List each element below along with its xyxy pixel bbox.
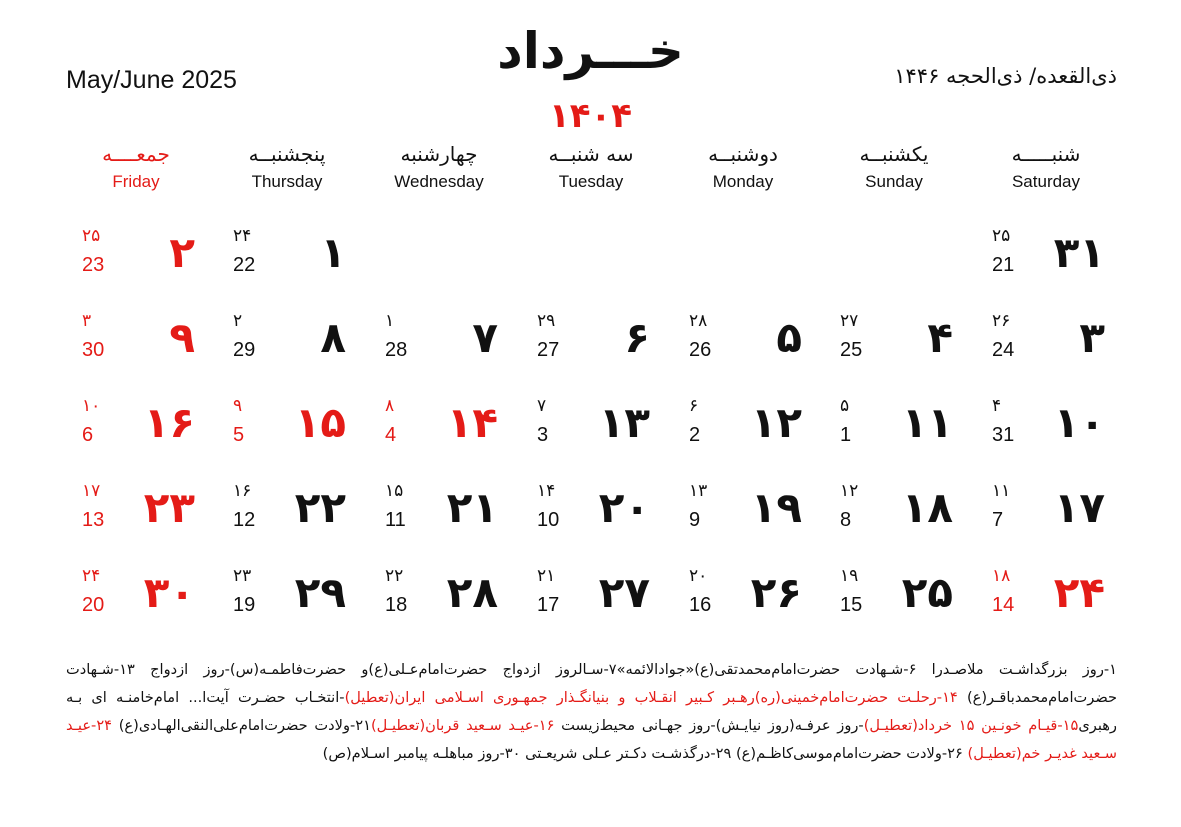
hijri-day-number: ۲۲ bbox=[385, 566, 404, 586]
gregorian-day-number: 24 bbox=[992, 339, 1015, 361]
persian-day-number: ۷ bbox=[472, 313, 498, 362]
hijri-day-number: ۱۹ bbox=[840, 566, 859, 586]
gregorian-day-number: 4 bbox=[385, 424, 397, 446]
gregorian-day-number: 17 bbox=[537, 594, 560, 616]
day-cell bbox=[363, 477, 514, 547]
persian-day-number: ۳۰ bbox=[143, 568, 195, 617]
weekday-header-sunday bbox=[829, 142, 959, 192]
holiday-occasion-text: ۱۴-رحلـت حضرت‌امام‌خمینی(ره)رهـبر کـبیر انقـلاب و بنیانگـذار جمهـوری اسـلامی ایران(تعطیل) bbox=[344, 689, 958, 706]
weekday-english-label: Wednesday bbox=[394, 172, 484, 191]
hijri-day-number: ۲۱ bbox=[537, 566, 556, 586]
hijri-day-number: ۱۱ bbox=[992, 481, 1011, 501]
occasions-notes bbox=[66, 656, 1117, 768]
occasion-text: ۲۱-ولادت حضرت‌امام‌علی‌النقی‌الهـادی(ع) bbox=[112, 717, 371, 734]
persian-day-number: ۳ bbox=[1079, 313, 1105, 362]
day-cell bbox=[970, 307, 1121, 377]
gregorian-day-number: 26 bbox=[689, 339, 712, 361]
persian-day-number: ۲۷ bbox=[598, 568, 650, 617]
hijri-day-number: ۲۸ bbox=[689, 311, 708, 331]
weekday-english-label: Friday bbox=[112, 172, 160, 191]
persian-day-number: ۲۴ bbox=[1053, 568, 1105, 617]
persian-day-number: ۲۰ bbox=[598, 483, 650, 532]
persian-day-number: ۱۰ bbox=[1053, 398, 1105, 447]
hijri-day-number: ۴ bbox=[992, 396, 1002, 416]
hijri-day-number: ۲ bbox=[233, 311, 243, 331]
gregorian-day-number: 19 bbox=[233, 594, 256, 616]
hijri-day-number: ۲۶ bbox=[992, 311, 1011, 331]
gregorian-month-label: May/June 2025 bbox=[66, 66, 237, 94]
persian-day-number: ۲۱ bbox=[446, 483, 498, 532]
gregorian-day-number: 3 bbox=[537, 424, 549, 446]
day-cell bbox=[667, 392, 818, 462]
hijri-day-number: ۹ bbox=[233, 396, 243, 416]
persian-day-number: ۳۱ bbox=[1053, 228, 1105, 277]
hijri-day-number: ۲۰ bbox=[689, 566, 708, 586]
gregorian-day-number: 8 bbox=[840, 509, 852, 531]
persian-year: ۱۴۰۴ bbox=[548, 96, 632, 136]
persian-day-number: ۹ bbox=[169, 313, 195, 362]
day-cell bbox=[667, 307, 818, 377]
hijri-day-number: ۲۴ bbox=[233, 226, 252, 246]
gregorian-day-number: 16 bbox=[689, 594, 712, 616]
persian-day-number: ۲ bbox=[169, 228, 195, 277]
day-cell bbox=[60, 477, 211, 547]
gregorian-day-number: 7 bbox=[992, 509, 1004, 531]
persian-day-number: ۲۸ bbox=[446, 568, 498, 617]
hijri-month-label: ذی‌القعده/ ذی‌الحجه ۱۴۴۶ bbox=[894, 64, 1117, 88]
day-cell bbox=[60, 562, 211, 632]
gregorian-day-number: 18 bbox=[385, 594, 408, 616]
hijri-day-number: ۲۳ bbox=[233, 566, 252, 586]
weekday-english-label: Saturday bbox=[1011, 172, 1081, 191]
gregorian-day-number: 12 bbox=[233, 509, 256, 531]
persian-day-number: ۱۸ bbox=[901, 483, 953, 532]
persian-day-number: ۲۲ bbox=[294, 483, 346, 532]
day-cell bbox=[211, 222, 362, 292]
persian-day-number: ۱۴ bbox=[446, 398, 498, 447]
day-cell bbox=[818, 307, 969, 377]
gregorian-day-number: 5 bbox=[233, 424, 245, 446]
hijri-day-number: ۸ bbox=[385, 396, 395, 416]
day-cell bbox=[60, 307, 211, 377]
day-cell bbox=[363, 562, 514, 632]
occasion-text: -روز عرفـه(روز نیایـش)-روز جهـانی محیط‌زیست bbox=[554, 717, 864, 734]
day-cell bbox=[211, 307, 362, 377]
day-cell bbox=[515, 307, 666, 377]
gregorian-day-number: 29 bbox=[233, 339, 256, 361]
gregorian-day-number: 14 bbox=[992, 594, 1015, 616]
weekday-english-label: Monday bbox=[712, 172, 774, 191]
weekday-persian-label: سه شنبــه bbox=[548, 142, 634, 166]
persian-day-number: ۲۶ bbox=[750, 568, 802, 617]
weekday-persian-label: پنجشنبــه bbox=[248, 142, 326, 166]
day-cell bbox=[211, 392, 362, 462]
holiday-occasion-text: ۱۵-قیـام خونـین ۱۵ خرداد(تعطیـل) bbox=[863, 717, 1079, 734]
weekday-english-label: Sunday bbox=[865, 172, 923, 191]
occasion-text: ۱-روز بزرگداشـت ملاصـدرا ۶-شـهادت حضرت‌امام‌محمدتقی(ع)«جوادالائمه»۷-سـالروز ازدواج حضرت‌امام‌عـلی(ع)و حضرت‌فاطمـه(س)-روز ازدواج ۱۳-شـهادت حضرت‌امام‌محمدباقـر(ع) bbox=[66, 661, 1118, 706]
persian-day-number: ۱۹ bbox=[750, 483, 802, 532]
day-cell bbox=[363, 392, 514, 462]
persian-month-title: خـــرداد bbox=[497, 22, 684, 80]
gregorian-day-number: 20 bbox=[82, 594, 105, 616]
persian-day-number: ۸ bbox=[320, 313, 346, 362]
weekday-header-monday bbox=[678, 142, 808, 192]
day-cell bbox=[60, 392, 211, 462]
weekday-persian-label: جمعــــه bbox=[102, 142, 170, 166]
gregorian-day-number: 25 bbox=[840, 339, 863, 361]
persian-day-number: ۱۷ bbox=[1053, 483, 1105, 532]
day-cell bbox=[211, 477, 362, 547]
persian-day-number: ۱۳ bbox=[598, 398, 650, 447]
hijri-day-number: ۳ bbox=[82, 311, 92, 331]
day-cell bbox=[970, 392, 1121, 462]
hijri-day-number: ۱۴ bbox=[537, 481, 556, 501]
hijri-day-number: ۷ bbox=[537, 396, 547, 416]
gregorian-day-number: 31 bbox=[992, 424, 1015, 446]
day-cell bbox=[515, 392, 666, 462]
weekday-persian-label: شنبـــــه bbox=[1011, 142, 1081, 166]
day-cell bbox=[60, 222, 211, 292]
hijri-day-number: ۱ bbox=[385, 311, 395, 331]
day-cell bbox=[970, 222, 1121, 292]
persian-day-number: ۶ bbox=[624, 313, 650, 362]
hijri-day-number: ۱۲ bbox=[840, 481, 859, 501]
hijri-day-number: ۲۹ bbox=[537, 311, 556, 331]
weekday-header-wednesday bbox=[374, 142, 504, 192]
gregorian-day-number: 2 bbox=[689, 424, 701, 446]
weekday-persian-label: چهارشنبه bbox=[400, 142, 478, 166]
persian-day-number: ۵ bbox=[776, 313, 802, 362]
day-cell bbox=[515, 477, 666, 547]
day-cell bbox=[818, 562, 969, 632]
gregorian-day-number: 10 bbox=[537, 509, 560, 531]
gregorian-day-number: 1 bbox=[840, 424, 852, 446]
day-cell bbox=[818, 477, 969, 547]
hijri-day-number: ۱۵ bbox=[385, 481, 404, 501]
persian-day-number: ۲۳ bbox=[143, 483, 195, 532]
hijri-day-number: ۱۰ bbox=[82, 396, 101, 416]
persian-day-number: ۱۵ bbox=[294, 398, 346, 447]
weekday-persian-label: یکشنبــه bbox=[859, 142, 929, 166]
persian-day-number: ۱ bbox=[320, 228, 346, 277]
hijri-day-number: ۱۳ bbox=[689, 481, 708, 501]
gregorian-day-number: 13 bbox=[82, 509, 105, 531]
day-cell bbox=[363, 307, 514, 377]
gregorian-day-number: 6 bbox=[82, 424, 94, 446]
day-cell bbox=[667, 477, 818, 547]
hijri-day-number: ۵ bbox=[840, 396, 850, 416]
gregorian-day-number: 15 bbox=[840, 594, 863, 616]
persian-day-number: ۲۵ bbox=[901, 568, 953, 617]
occasion-text: -انتخـاب حضـرت آیت‌ا... امام‌خامنـه ای بـه رهبری bbox=[66, 689, 1117, 734]
persian-day-number: ۴ bbox=[927, 313, 953, 362]
day-cell bbox=[211, 562, 362, 632]
gregorian-day-number: 28 bbox=[385, 339, 408, 361]
gregorian-day-number: 27 bbox=[537, 339, 560, 361]
gregorian-day-number: 22 bbox=[233, 254, 256, 276]
persian-day-number: ۱۲ bbox=[750, 398, 802, 447]
weekday-english-label: Thursday bbox=[251, 172, 323, 191]
hijri-day-number: ۲۷ bbox=[840, 311, 859, 331]
gregorian-day-number: 11 bbox=[385, 509, 406, 531]
hijri-day-number: ۲۵ bbox=[82, 226, 101, 246]
weekday-header-tuesday bbox=[526, 142, 656, 192]
day-cell bbox=[970, 477, 1121, 547]
weekday-persian-label: دوشنبــه bbox=[708, 142, 778, 166]
weekday-header-thursday bbox=[222, 142, 352, 192]
day-cell bbox=[970, 562, 1121, 632]
weekday-header-saturday bbox=[981, 142, 1111, 192]
hijri-day-number: ۱۷ bbox=[82, 481, 101, 501]
gregorian-day-number: 21 bbox=[992, 254, 1015, 276]
weekday-english-label: Tuesday bbox=[558, 172, 624, 191]
gregorian-day-number: 30 bbox=[82, 339, 105, 361]
holiday-occasion-text: ۲۴-عیـد سـعید غدیـر خم(تعطیـل) bbox=[66, 717, 1117, 762]
weekday-header-friday bbox=[71, 142, 201, 192]
persian-day-number: ۱۶ bbox=[143, 398, 195, 447]
hijri-day-number: ۱۶ bbox=[233, 481, 252, 501]
occasion-text: ۲۶-ولادت حضرت‌امام‌موسی‌کاظـم(ع) ۲۹-درگذشـت دکـتر عـلی شریعـتی ۳۰-روز مباهلـه پیامبر اسـلام(ص) bbox=[322, 745, 968, 762]
persian-day-number: ۱۱ bbox=[901, 398, 953, 447]
gregorian-day-number: 23 bbox=[82, 254, 105, 276]
holiday-occasion-text: ۱۶-عیـد سـعید قربان(تعطیـل) bbox=[370, 717, 555, 734]
day-cell bbox=[818, 392, 969, 462]
hijri-day-number: ۲۴ bbox=[82, 566, 101, 586]
hijri-day-number: ۶ bbox=[689, 396, 699, 416]
day-cell bbox=[515, 562, 666, 632]
hijri-day-number: ۱۸ bbox=[992, 566, 1011, 586]
day-cell bbox=[667, 562, 818, 632]
persian-day-number: ۲۹ bbox=[294, 568, 346, 617]
gregorian-day-number: 9 bbox=[689, 509, 701, 531]
hijri-day-number: ۲۵ bbox=[992, 226, 1011, 246]
